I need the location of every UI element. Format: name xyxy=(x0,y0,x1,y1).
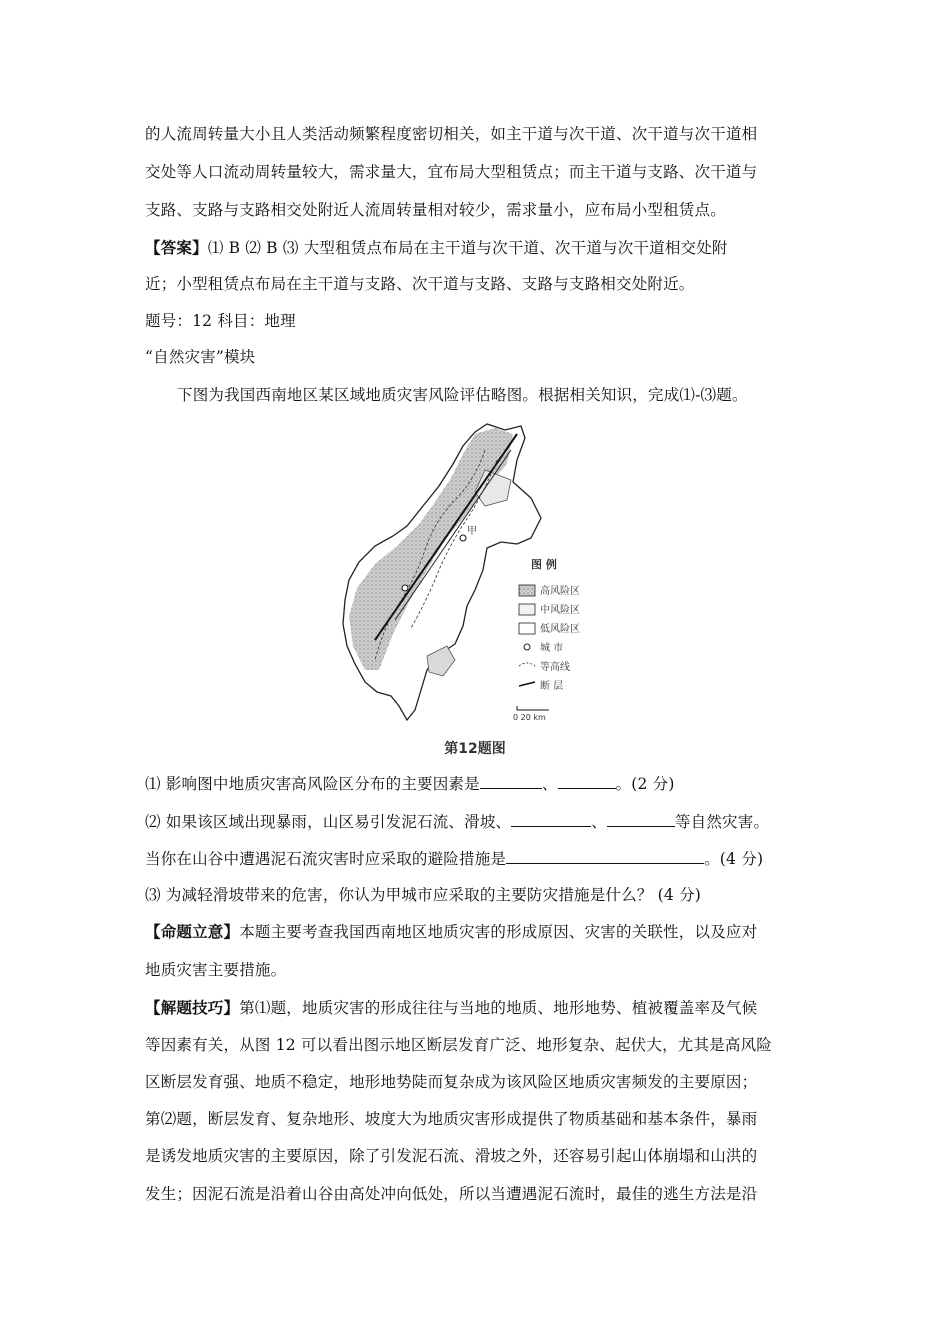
question-1-text: ⑴ 影响图中地质灾害高风险区分布的主要因素是 xyxy=(145,775,480,793)
tips-tag: 【解题技巧】 xyxy=(145,998,240,1017)
legend-item: 断 层 xyxy=(540,681,564,692)
tips-line: 等因素有关，从图 12 可以看出图示地区断层发育广泛、地形复杂、起伏大，尤其是高风险 xyxy=(145,1036,772,1054)
legend-item: 低风险区 xyxy=(540,624,580,635)
answer-line xyxy=(145,237,728,259)
question-2-line-2 xyxy=(145,847,763,870)
intent-line xyxy=(145,921,757,943)
question-3: ⑶ 为减轻滑坡带来的危害，你认为甲城市应采取的主要防灾措施是什么？ (4 分) xyxy=(145,886,702,904)
answer-blank[interactable] xyxy=(480,772,542,789)
module-line: “自然灾害”模块 xyxy=(145,348,256,366)
answer-blank[interactable] xyxy=(511,810,591,827)
risk-map-figure xyxy=(335,420,605,725)
score-note: 。(4 分) xyxy=(704,850,764,868)
figure-caption: 第12题图 xyxy=(444,741,506,757)
paragraph-line: 交处等人口流动周转量较大，需求量大，宜布局大型租赁点；而主干道与支路、次干道与 xyxy=(145,163,758,181)
tips-text: 第⑴题，地质灾害的形成往往与当地的地质、地形地势、植被覆盖率及气候 xyxy=(239,999,758,1017)
question-id-line: 题号：12 科目：地理 xyxy=(145,312,296,330)
legend-item: 高风险区 xyxy=(540,586,580,597)
tips-line: 第⑵题，断层发育、复杂地形、坡度大为地质灾害形成提供了物质基础和基本条件，暴雨 xyxy=(145,1110,758,1128)
question-2-end: 等自然灾害。 xyxy=(674,813,770,831)
intent-text: 本题主要考查我国西南地区地质灾害的形成原因、灾害的关联性，以及应对 xyxy=(239,923,758,941)
legend-item: 等高线 xyxy=(540,662,570,673)
answer-line-2: 近；小型租赁点布局在主干道与支路、次干道与支路、支路与支路相交处附近。 xyxy=(145,275,695,293)
score-note: 。(2 分) xyxy=(615,775,675,793)
legend-item: 中风险区 xyxy=(540,605,580,616)
intro-line: 下图为我国西南地区某区域地质灾害风险评估略图。根据相关知识，完成⑴-⑶题。 xyxy=(177,386,748,404)
question-2b-text: 当你在山谷中遭遇泥石流灾害时应采取的避险措施是 xyxy=(145,850,507,868)
tips-line xyxy=(145,997,757,1019)
separator: 、 xyxy=(591,813,607,831)
question-2-text: ⑵ 如果该区域出现暴雨，山区易引发泥石流、滑坡、 xyxy=(145,813,512,831)
paragraph-line: 支路、支路与支路相交处附近人流周转量相对较少，需求量小，应布局小型租赁点。 xyxy=(145,201,726,219)
intent-tag: 【命题立意】 xyxy=(145,922,240,941)
risk-map-image xyxy=(335,420,605,725)
paragraph-line: 的人流周转量大小且人类活动频繁程度密切相关，如主干道与次干道、次干道与次干道相 xyxy=(145,125,758,143)
question-2 xyxy=(145,810,769,833)
question-1 xyxy=(145,772,675,795)
answer-blank[interactable] xyxy=(506,847,704,864)
legend-item: 城 市 xyxy=(540,643,564,654)
legend-title: 图 例 xyxy=(531,558,557,571)
scale-label: 0 20 km xyxy=(513,713,546,722)
answer-text: ⑴ B ⑵ B ⑶ 大型租赁点布局在主干道与次干道、次干道与次干道相交处附 xyxy=(207,239,728,257)
city-label: 甲 xyxy=(467,526,477,537)
answer-tag: 【答案】 xyxy=(145,238,208,257)
tips-line: 区断层发育强、地质不稳定，地形地势陡而复杂成为该风险区地质灾害频发的主要原因； xyxy=(145,1073,758,1091)
separator: 、 xyxy=(541,775,558,793)
intent-line-2: 地质灾害主要措施。 xyxy=(145,961,287,979)
answer-blank[interactable] xyxy=(607,810,675,827)
tips-line: 发生；因泥石流是沿着山谷由高处冲向低处，所以当遭遇泥石流时，最佳的逃生方法是沿 xyxy=(145,1185,758,1203)
tips-line: 是诱发地质灾害的主要原因，除了引发泥石流、滑坡之外，还容易引起山体崩塌和山洪的 xyxy=(145,1147,758,1165)
answer-blank[interactable] xyxy=(558,772,616,789)
